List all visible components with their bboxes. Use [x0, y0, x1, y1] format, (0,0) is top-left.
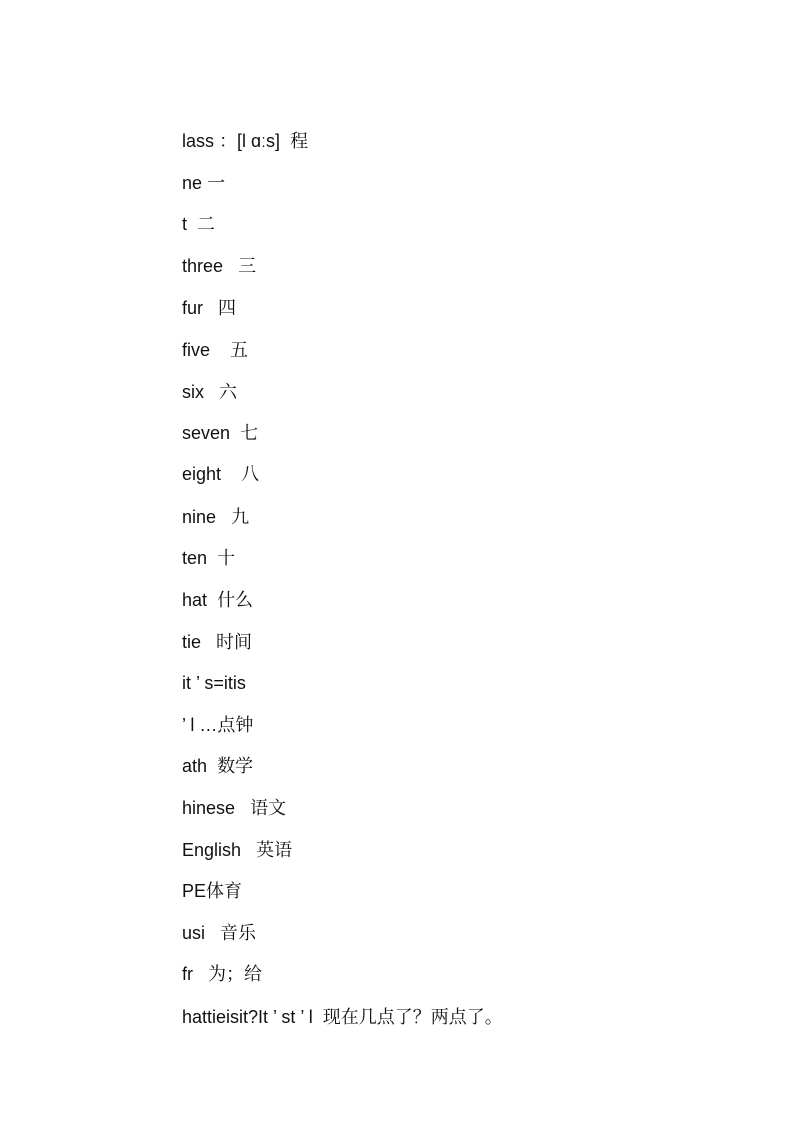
chinese-meaning: 语文 [250, 798, 287, 819]
chinese-meaning: 体育 [206, 881, 243, 902]
chinese-meaning: 点钟 [217, 715, 254, 736]
english-phrase: it ’ s=itis [182, 673, 246, 693]
chinese-meaning: 三 [238, 256, 257, 277]
chinese-meaning: 七 [240, 423, 259, 444]
english-sentence: hattieisit?It ’ st ’ l [182, 1007, 313, 1027]
english-word: hinese [182, 798, 236, 818]
english-word: usi [182, 923, 206, 943]
english-word: lass ：[l ɑːs] [182, 131, 281, 151]
chinese-meaning: 十 [217, 548, 236, 569]
english-word: six [182, 382, 205, 402]
chinese-meaning: 五 [230, 340, 249, 361]
vocab-line-what-time [162, 984, 503, 1051]
english-word: PE [182, 881, 207, 901]
english-word: eight [182, 464, 222, 484]
english-word: t [182, 214, 188, 234]
english-word: tie [182, 632, 202, 652]
english-word: nine [182, 507, 217, 527]
english-word: ath [182, 756, 208, 776]
english-word: English [182, 840, 242, 860]
chinese-meaning: 一 [207, 173, 226, 194]
chinese-meaning: 程 [290, 131, 309, 152]
chinese-meaning: 四 [218, 298, 237, 319]
chinese-meaning: 音乐 [220, 923, 257, 944]
english-word: three [182, 256, 224, 276]
chinese-meaning: 时间 [216, 632, 253, 653]
chinese-meaning: 英语 [256, 840, 293, 861]
english-word: fur [182, 298, 204, 318]
english-word: hat [182, 590, 208, 610]
english-word: ne [182, 173, 203, 193]
chinese-meaning: 六 [219, 382, 238, 403]
english-word: fr [182, 964, 194, 984]
english-word: seven [182, 423, 231, 443]
english-phrase: ’ l … [182, 715, 218, 735]
chinese-meaning: 现在几点了？两点了。 [322, 1007, 503, 1028]
chinese-meaning: 什么 [217, 590, 254, 611]
english-word: ten [182, 548, 208, 568]
chinese-meaning: 为；给 [208, 964, 263, 985]
chinese-meaning: 数学 [217, 756, 254, 777]
chinese-meaning: 八 [241, 464, 260, 485]
chinese-meaning: 二 [197, 214, 216, 235]
chinese-meaning: 九 [231, 507, 250, 528]
english-word: five [182, 340, 211, 360]
